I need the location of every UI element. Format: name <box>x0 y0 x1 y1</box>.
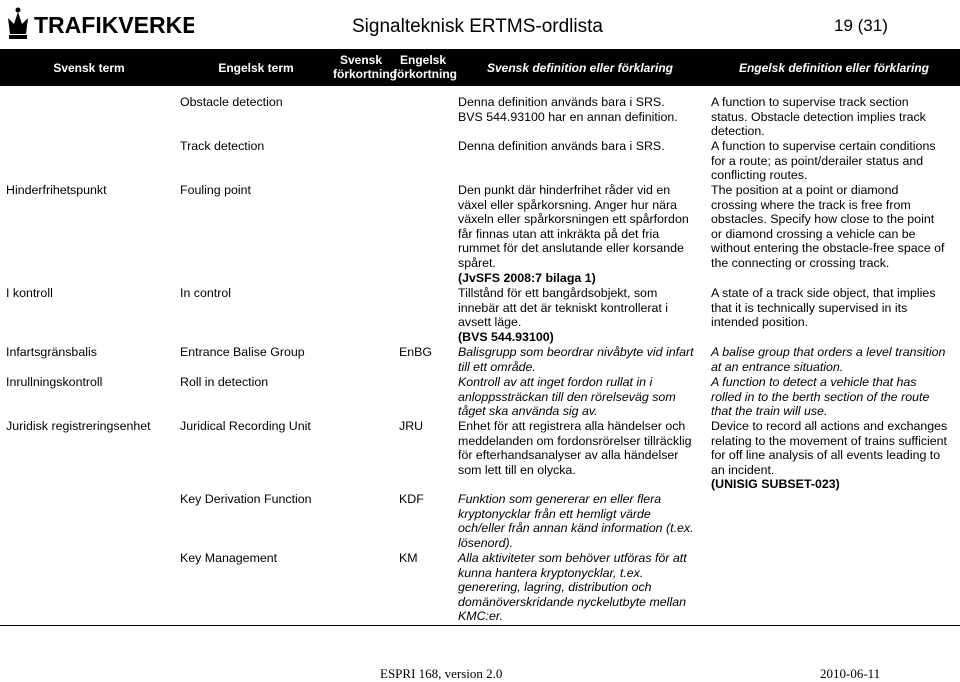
svensk-definition <box>458 419 702 477</box>
crown-icon <box>8 8 28 40</box>
svensk-definition <box>458 492 702 550</box>
engelsk-definition <box>711 419 957 492</box>
svensk-definition <box>458 183 702 285</box>
definition-line: A balise group that orders a level transition <box>711 345 946 359</box>
definition-line: or diamond crossing a vehicle can be <box>711 226 916 241</box>
definition-line: meddelanden om fordonsrörelser tillräcklig <box>458 433 692 448</box>
col-header-sv-abbr: Svensk förkortning <box>333 53 397 81</box>
definition-line: BVS 544.93100 har en annan definition. <box>458 109 678 124</box>
engelsk-term: Entrance Balise Group <box>180 345 305 359</box>
definition-line: A state of a track side object, that implies <box>711 286 936 300</box>
footer-date: 2010-06-11 <box>820 666 881 681</box>
engelsk-definition <box>711 95 957 139</box>
definition-line: till ett område. <box>458 359 536 374</box>
definition-line: Device to record all actions and exchanges <box>711 419 948 433</box>
engelsk-definition <box>711 139 957 183</box>
engelsk-term: Obstacle detection <box>180 95 283 109</box>
definition-line: detection. <box>711 124 765 139</box>
definition-line: crossing where the track is free from <box>711 197 911 212</box>
definition-line: rolled in to the berth section of the route <box>711 389 930 404</box>
definition-line: Den punkt där hinderfrihet råder vid en <box>458 183 671 197</box>
svensk-definition <box>458 375 702 419</box>
svensk-definition <box>458 551 702 624</box>
table-bottom-rule <box>0 625 960 626</box>
svensk-term: Infartsgränsbalis <box>6 345 97 359</box>
abbreviation: JRU <box>399 419 424 433</box>
svensk-term: I kontroll <box>6 286 53 300</box>
definition-line: lösenord). <box>458 535 514 550</box>
svensk-definition <box>458 286 702 344</box>
definition-line: an incident. <box>711 462 775 477</box>
definition-line: spåret. <box>458 255 496 270</box>
col-header-en-term: Engelsk term <box>218 61 294 75</box>
table-header <box>0 49 960 86</box>
definition-line: that it is technically supervised in its <box>711 300 908 315</box>
engelsk-term: In control <box>180 286 231 300</box>
definition-line: obstacles. Specify how close to the point <box>711 212 935 227</box>
definition-reference: (BVS 544.93100) <box>458 329 554 344</box>
col-header-en-def: Engelsk definition eller förklaring <box>738 61 930 75</box>
svensk-definition <box>458 345 702 374</box>
definition-line: for a route; as point/derailer status and <box>711 153 924 168</box>
page-number: 19 (31) <box>834 16 888 35</box>
definition-line: Tillstånd för ett bangårdsobjekt, som <box>458 286 658 300</box>
engelsk-term: Roll in detection <box>180 375 269 389</box>
definition-line: at an entrance situation. <box>711 359 844 374</box>
definition-line: the connecting or crossing track. <box>711 255 890 270</box>
engelsk-term: Key Derivation Function <box>180 492 312 506</box>
definition-line: conflicting routes. <box>711 168 808 183</box>
definition-line: Funktion som genererar en eller flera <box>458 492 662 506</box>
svensk-definition <box>458 95 702 124</box>
definition-line: A function to detect a vehicle that has <box>711 375 917 389</box>
svensk-term: Inrullningskontroll <box>6 375 103 389</box>
definition-line: Alla aktiviteter som behöver utföras för att <box>458 551 687 565</box>
engelsk-definition <box>711 183 957 271</box>
svensk-term: Juridisk registreringsenhet <box>6 419 151 433</box>
definition-line: växeln eller spårkorsningen ett spårfordon <box>458 212 689 227</box>
definition-line: KMC:er. <box>458 609 503 624</box>
definition-reference: (JvSFS 2008:7 bilaga 1) <box>458 270 596 285</box>
definition-line: växel eller spårkorsning. Anger hur nära <box>458 197 678 212</box>
definition-line: A function to supervise certain conditions <box>711 139 936 153</box>
document-title: Signalteknisk ERTMS-ordlista <box>352 16 603 37</box>
definition-line: generering, lagring, distribution och <box>458 580 652 595</box>
abbreviation: EnBG <box>399 345 433 359</box>
definition-line: relating to the movement of trains sufficient <box>711 433 948 448</box>
engelsk-term: Track detection <box>180 139 265 153</box>
definition-line: avsett läge. <box>458 315 522 330</box>
definition-line: för efterhandsanalyser av alla händelser <box>458 448 679 463</box>
col-header-sv-def: Svensk definition eller förklaring <box>486 61 674 75</box>
definition-line: status. Obstacle detection implies track <box>711 109 926 124</box>
definition-line: that the train will use. <box>711 404 828 419</box>
definition-line: intended position. <box>711 315 809 330</box>
definition-line: Balisgrupp som beordrar nivåbyte vid infart <box>458 345 694 359</box>
engelsk-term: Fouling point <box>180 183 251 197</box>
definition-line: Denna definition används bara i SRS. <box>458 95 665 109</box>
definition-line: for off line analysis of all events leading to <box>711 448 941 463</box>
logo-text: TRAFIKVERKET <box>34 12 194 38</box>
engelsk-term: Juridical Recording Unit <box>180 419 311 433</box>
definition-line: rummet för det anslutande eller korsande <box>458 241 684 256</box>
engelsk-definition <box>711 345 957 374</box>
definition-line: A function to supervise track section <box>711 95 909 109</box>
definition-line: Kontroll av att inget fordon rullat in i <box>458 375 653 389</box>
col-header-sv-term: Svensk term <box>53 61 125 75</box>
definition-line: kryptonycklar från ett hemligt värde <box>458 506 651 521</box>
definition-line: without entering the obstacle-free space of <box>711 241 945 256</box>
abbreviation: KM <box>399 551 418 565</box>
definition-line: och/eller från annan känd information (t.ex. <box>458 521 694 536</box>
definition-line: domänöverskridande nyckelutbyte mellan <box>458 594 686 609</box>
engelsk-term: Key Management <box>180 551 278 565</box>
definition-line: kunna hantera kryptonycklar, t.ex. <box>458 565 644 580</box>
col-header-en-abbr: Engelsk förkortning <box>393 53 457 81</box>
definition-line: The position at a point or diamond <box>711 183 899 197</box>
definition-line: Denna definition används bara i SRS. <box>458 139 665 153</box>
engelsk-definition <box>711 375 957 419</box>
trafikverket-logo <box>4 4 194 44</box>
engelsk-definition <box>711 286 957 330</box>
definition-line: får finnas utan att inkräkta på det fria <box>458 226 660 241</box>
definition-line: som lett till en olycka. <box>458 462 576 477</box>
footer-document-id: ESPRI 168, version 2.0 <box>380 666 503 681</box>
abbreviation: KDF <box>399 492 424 506</box>
definition-line: innebär att det är tekniskt kontrollerat i <box>458 300 669 315</box>
definition-line: anloppssträckan till den rörelseväg som <box>458 389 676 404</box>
svensk-definition <box>458 139 702 154</box>
definition-line: Enhet för att registrera alla händelser och <box>458 419 686 433</box>
svensk-term: Hinderfrihetspunkt <box>6 183 107 197</box>
definition-line: tåget ska använda sig av. <box>458 404 598 419</box>
definition-reference: (UNISIG SUBSET-023) <box>711 477 840 492</box>
